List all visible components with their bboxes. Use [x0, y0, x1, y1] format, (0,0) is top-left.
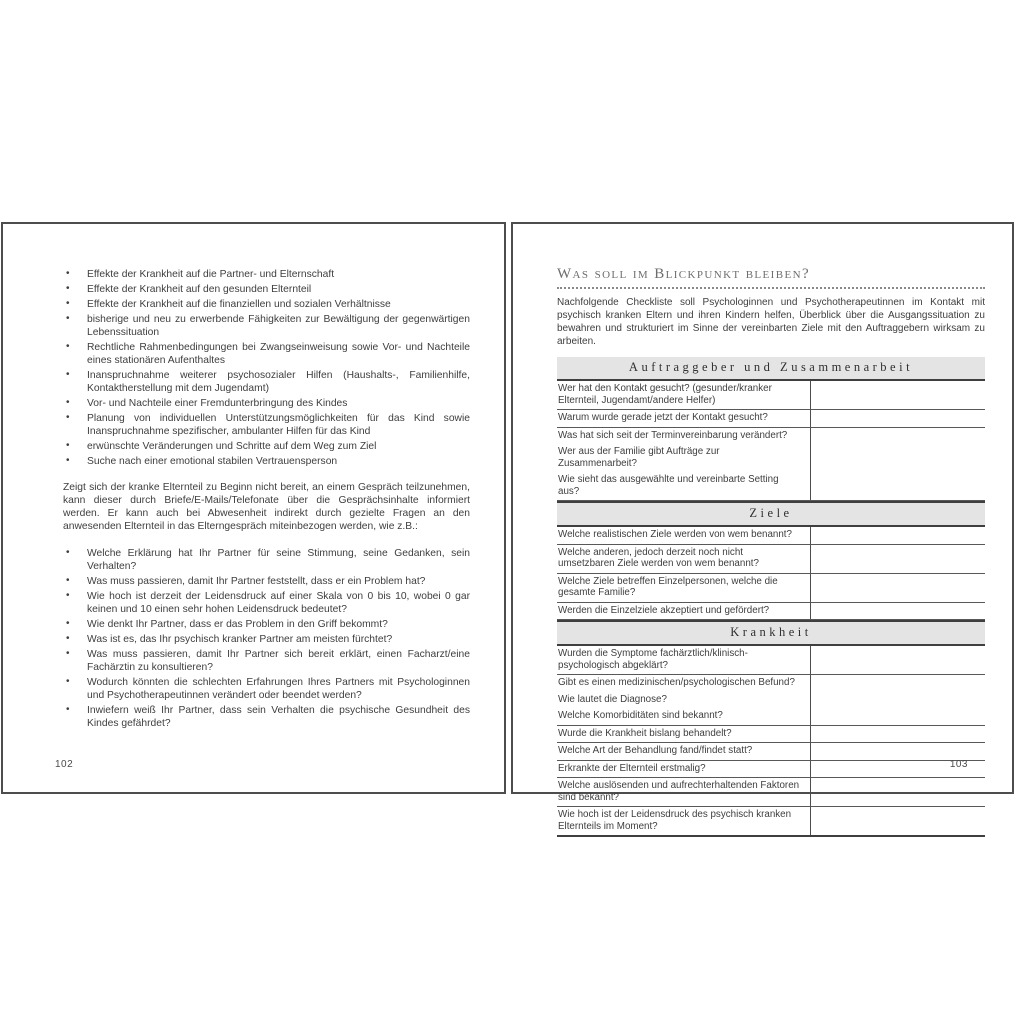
bullet-icon: •: [66, 412, 70, 423]
questions-bullet-list: [63, 547, 470, 730]
list-item: [63, 455, 470, 468]
list-item: [63, 547, 470, 573]
left-page: [1, 222, 506, 794]
table-row: [557, 726, 985, 744]
question-text: Wie lautet die Diagnose?: [558, 693, 667, 705]
question-cell: [557, 675, 811, 725]
question-cell: [557, 428, 811, 501]
table-row: [557, 603, 985, 621]
list-item: [63, 283, 470, 296]
table-row: [557, 574, 985, 603]
list-item-text: Effekte der Krankheit auf die finanziellen und sozialen Verhältnisse: [87, 299, 391, 310]
question-cell: [557, 726, 811, 743]
bullet-icon: •: [66, 618, 70, 629]
list-item: [63, 369, 470, 395]
question-cell: [557, 778, 811, 806]
question-text: Wurden die Symptome fachärztlich/klinisch-psychologisch abgeklärt?: [558, 648, 748, 671]
table-row: [557, 410, 985, 428]
page-number-left: 102: [55, 759, 74, 770]
bullet-icon: •: [66, 648, 70, 659]
question-cell: [557, 807, 811, 835]
question-text: Wie sieht das ausgewählte und vereinbarte Setting aus?: [558, 474, 779, 497]
table-row: [557, 646, 985, 675]
bullet-icon: •: [66, 369, 70, 380]
bullet-icon: •: [66, 268, 70, 279]
question-text: Wer hat den Kontakt gesucht? (gesunder/kranker Elternteil, Jugendamt/andere Helfer): [558, 383, 772, 406]
bullet-icon: •: [66, 440, 70, 451]
question-text: Was hat sich seit der Terminvereinbarung verändert?: [558, 429, 788, 441]
left-page-content: [63, 268, 470, 732]
table-section-header: Auftraggeber und Zusammenarbeit: [557, 357, 985, 381]
answer-cell-empty: [811, 428, 985, 501]
question-text: Welche realistischen Ziele werden von wem benannt?: [558, 529, 792, 540]
table-row: [557, 545, 985, 574]
bullet-icon: •: [66, 298, 70, 309]
list-item-text: Was muss passieren, damit Ihr Partner feststellt, dass er ein Problem hat?: [87, 576, 426, 587]
list-item: [63, 704, 470, 730]
list-item: [63, 440, 470, 453]
answer-cell-empty: [811, 675, 985, 725]
answer-cell-empty: [811, 726, 985, 743]
bullet-icon: •: [66, 313, 70, 324]
bullet-icon: •: [66, 397, 70, 408]
question-cell: [557, 545, 811, 573]
answer-cell-empty: [811, 603, 985, 620]
table-row: [557, 807, 985, 837]
bullet-icon: •: [66, 633, 70, 644]
table-row: [557, 675, 985, 726]
table-section-header: Ziele: [557, 501, 985, 527]
bullet-icon: •: [66, 341, 70, 352]
question-cell: [557, 527, 811, 544]
question-cell: [557, 410, 811, 427]
list-item: [63, 341, 470, 367]
table-row: [557, 761, 985, 779]
question-text: Erkrankte der Elternteil erstmalig?: [558, 762, 706, 774]
question-text: Wer aus der Familie gibt Aufträge zur Zusammenarbeit?: [558, 446, 720, 469]
question-text: Welche anderen, jedoch derzeit noch nicht umsetzbaren Ziele werden von wem benannt?: [558, 546, 759, 569]
answer-cell-empty: [811, 410, 985, 427]
list-item-text: Was muss passieren, damit Ihr Partner sich bereit erklärt, einen Facharzt/eine Fachärztin zu konsultieren?: [87, 649, 470, 673]
list-item-text: erwünschte Veränderungen und Schritte auf dem Weg zum Ziel: [87, 441, 377, 452]
answer-cell-empty: [811, 807, 985, 835]
list-item-text: Wie hoch ist derzeit der Leidensdruck auf einer Skala von 0 bis 10, wobei 0 gar keinen und 10 einen sehr hohen Leidensdruck bedeutet?: [87, 591, 470, 615]
table-section-header: Krankheit: [557, 620, 985, 646]
question-cell: [557, 574, 811, 602]
page-number-right: 103: [949, 759, 968, 770]
bullet-icon: •: [66, 590, 70, 601]
list-item-text: Wodurch könnten die schlechten Erfahrungen Ihres Partners mit Psychologinnen und Psychotherapeutinnen verändert oder beendet werden?: [87, 677, 470, 701]
list-item: [63, 298, 470, 311]
question-cell: [557, 761, 811, 778]
table-row: [557, 527, 985, 545]
bullet-icon: •: [66, 455, 70, 466]
question-text: Gibt es einen medizinischen/psychologischen Befund?: [558, 677, 795, 688]
answer-cell-empty: [811, 743, 985, 760]
bullet-icon: •: [66, 547, 70, 558]
question-text: Welche Art der Behandlung fand/findet statt?: [558, 745, 753, 756]
list-item-text: Wie denkt Ihr Partner, dass er das Problem in den Griff bekommt?: [87, 619, 388, 630]
list-item-text: Welche Erklärung hat Ihr Partner für seine Stimmung, seine Gedanken, sein Verhalten?: [87, 548, 470, 572]
answer-cell-empty: [811, 545, 985, 573]
list-item-text: Rechtliche Rahmenbedingungen bei Zwangseinweisung sowie Vor- und Nachteile eines stationären Aufenthaltes: [87, 342, 470, 366]
list-item: [63, 412, 470, 438]
list-item-text: Effekte der Krankheit auf den gesunden Elternteil: [87, 284, 312, 295]
bullet-icon: •: [66, 283, 70, 294]
bullet-icon: •: [66, 704, 70, 715]
question-text: Welche Ziele betreffen Einzelpersonen, welche die gesamte Familie?: [558, 575, 778, 598]
table-row: [557, 381, 985, 410]
list-item: [63, 648, 470, 674]
right-page: [511, 222, 1014, 832]
question-text: Wie hoch ist der Leidensdruck des psychisch kranken Elternteils im Moment?: [558, 809, 792, 832]
list-item: [63, 575, 470, 588]
dotted-divider: [557, 284, 985, 289]
question-cell: [557, 743, 811, 760]
list-item-text: Suche nach einer emotional stabilen Vertrauensperson: [87, 456, 338, 467]
table-row: [557, 778, 985, 807]
question-text: Welche Komorbiditäten sind bekannt?: [558, 710, 723, 721]
question-text: Wurde die Krankheit bislang behandelt?: [558, 727, 732, 739]
list-item-text: Planung von individuellen Unterstützungsmöglichkeiten für das Kind sowie Inanspruchnahme spezifischer, ambulanter Hilfen für das Kind: [87, 413, 470, 437]
left-paragraph: Zeigt sich der kranke Elternteil zu Beginn nicht bereit, an einem Gespräch teilzunehmen, kann dieser durch Briefe/E-Mails/Telefonate über die Gesprächsinhalte informiert werden. Er kann auch bei Abwesenheit indirekt durch gezielte Fragen an den anwesenden Elternteil in das Elterngespräch miteinbezogen werden, wie z.B.:: [63, 482, 470, 532]
topics-bullet-list: [63, 268, 470, 468]
question-cell: [557, 603, 811, 620]
answer-cell-empty: [811, 778, 985, 806]
right-page-content: [557, 266, 985, 837]
answer-cell-empty: [811, 574, 985, 602]
checklist-table: [557, 357, 985, 837]
list-item-text: Effekte der Krankheit auf die Partner- und Elternschaft: [87, 269, 335, 280]
bullet-icon: •: [66, 575, 70, 586]
list-item: [63, 633, 470, 646]
list-item-text: Vor- und Nachteile einer Fremdunterbringung des Kindes: [87, 398, 348, 409]
list-item-text: bisherige und neu zu erwerbende Fähigkeiten zur Bewältigung der gegenwärtigen Lebenssituation: [87, 314, 470, 338]
question-cell: [557, 646, 811, 674]
list-item: [63, 268, 470, 281]
bullet-icon: •: [66, 676, 70, 687]
list-item: [63, 618, 470, 631]
list-item-text: Inwiefern weiß Ihr Partner, dass sein Verhalten die psychische Gesundheit des Kindes gefährdet?: [87, 705, 470, 729]
table-row: [557, 743, 985, 761]
list-item: [63, 313, 470, 339]
answer-cell-empty: [811, 381, 985, 409]
list-item-text: Inanspruchnahme weiterer psychosozialer Hilfen (Haushalts-, Familienhilfe, Kontaktherstellung mit dem Jugendamt): [87, 370, 470, 394]
question-text: Werden die Einzelziele akzeptiert und gefördert?: [558, 604, 770, 616]
list-item-text: Was ist es, das Ihr psychisch kranker Partner am meisten fürchtet?: [87, 634, 393, 645]
question-cell: [557, 381, 811, 409]
table-row: [557, 428, 985, 502]
question-text: Warum wurde gerade jetzt der Kontakt gesucht?: [558, 412, 768, 423]
list-item: [63, 676, 470, 702]
question-text: Welche auslösenden und aufrechterhaltenden Faktoren sind bekannt?: [558, 780, 800, 803]
answer-cell-empty: [811, 527, 985, 544]
list-item: [63, 590, 470, 616]
list-item: [63, 397, 470, 410]
answer-cell-empty: [811, 646, 985, 674]
intro-paragraph: Nachfolgende Checkliste soll Psychologinnen und Psychotherapeutinnen im Kontakt mit psychisch kranken Eltern und ihren Kindern helfen, Überblick über die Ausgangssituation zu bewahren und strukturiert im Sinne der vereinbarten Ziele mit den Auftraggebern wirksam zu arbeiten.: [557, 297, 985, 347]
section-heading: Was soll im Blickpunkt bleiben?: [557, 266, 810, 282]
